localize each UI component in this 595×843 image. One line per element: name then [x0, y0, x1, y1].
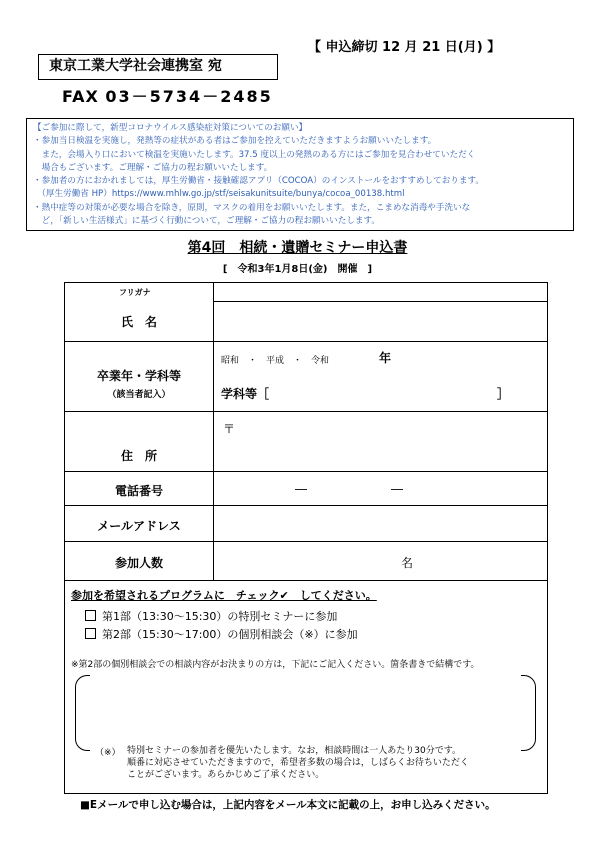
era-options[interactable]: 昭和 ・ 平成 ・ 令和	[221, 356, 330, 366]
notice-line: 場合もございます。ご理解・ご協力の程お願いいたします。	[33, 162, 273, 173]
furigana-divider	[213, 301, 547, 302]
address-input[interactable]	[215, 415, 545, 469]
footnote-line: ことがございます。あらかじめご了承ください。	[127, 770, 325, 780]
consultation-right-bracket	[521, 675, 536, 751]
notice-line: ・熱中症等の対策が必要な場合を除き，原則，マスクの着用をお願いいたします。また，こまめな消毒や手洗いな	[33, 202, 471, 213]
notice-line: また，会場入り口において検温を実施いたします。37.5 度以上の発熱のある方にはご参加を見合わせていただく	[33, 149, 476, 160]
email-submission-note: ■Eメールで申し込む場合は，上記内容をメール本文に記載の上，お申し込みください。	[80, 799, 496, 811]
department-input[interactable]	[275, 383, 495, 401]
graduation-label: 卒業年・学科等	[96, 369, 181, 383]
postal-mark: 〒	[223, 422, 236, 436]
department-close-bracket: ］	[497, 387, 510, 401]
name-label: 氏 名	[120, 315, 157, 329]
department-label: 学科等［	[221, 387, 270, 401]
year-suffix: 年	[379, 351, 392, 365]
phone-label: 電話番号	[114, 484, 163, 498]
consultation-left-bracket	[75, 675, 90, 751]
footnote-line: 順番に対応させていただきますので，希望者多数の場合は，しばらくお待ちいただく	[127, 758, 469, 768]
program-option-label: 第2部（15:30～17:00）の個別相談会（※）に参加	[102, 628, 358, 641]
row-divider	[65, 471, 547, 472]
covid-notice-box	[26, 118, 574, 231]
name-input[interactable]	[215, 303, 545, 339]
notice-line: ・参加当日検温を実施し，発熱等の症状がある者はご参加を控えていただきますようお願いいたします。	[33, 136, 437, 147]
row-divider	[65, 341, 547, 342]
consultation-input[interactable]	[95, 677, 515, 747]
column-divider	[213, 283, 214, 580]
furigana-input[interactable]	[215, 284, 545, 300]
row-divider	[65, 411, 547, 412]
destination-box: 東京工業大学社会連携室 宛	[38, 54, 278, 80]
address-label: 住 所	[120, 449, 157, 463]
program-option-1[interactable]	[85, 608, 337, 624]
application-form-table	[64, 282, 548, 794]
notice-line: （厚生労働省 HP）https://www.mhlw.go.jp/stf/seisakunitsuite/bunya/cocoa_00138.html	[33, 189, 405, 200]
program-2-checkbox[interactable]	[85, 628, 96, 639]
email-input[interactable]	[215, 507, 545, 539]
participant-count-label: 参加人数	[114, 556, 163, 570]
notice-line: ・参加者の方におかれましては，厚生労働省・接触確認アプリ（COCOA）のインストールをおすすめしております。	[33, 176, 484, 187]
program-1-checkbox[interactable]	[85, 610, 96, 621]
footnote-text	[127, 745, 469, 781]
participant-count-input[interactable]	[215, 543, 395, 578]
program-option-label: 第1部（13:30～15:30）の特別セミナーに参加	[102, 610, 338, 623]
footnote-line: 特別セミナーの参加者を優先いたします。なお，相談時間は一人あたり30分です。	[127, 746, 462, 756]
form-title: 第4回 相続・遺贈セミナー申込書	[187, 240, 408, 256]
graduation-sublabel: （該当者記入）	[107, 390, 171, 400]
row-divider	[65, 541, 547, 542]
phone-dash: ―	[391, 482, 403, 496]
program-option-2[interactable]	[85, 626, 358, 642]
email-label: メールアドレス	[97, 519, 181, 533]
notice-line: 【ご参加に際して，新型コロナウイルス感染症対策についてのお願い】	[33, 123, 308, 133]
row-divider	[65, 505, 547, 506]
event-date: [ 令和3年1月8日(金) 開催 ]	[222, 264, 373, 275]
fax-number: 03－5734－2485	[105, 87, 273, 106]
program-instruction: 参加を希望されるプログラムに チェック✔ してください。	[71, 589, 377, 602]
notice-line: ど，「新しい生活様式」に基づく行動について，ご理解・ご協力の程お願いいたします。	[33, 216, 381, 227]
phone-dash: ―	[295, 482, 307, 496]
phone-input[interactable]	[215, 473, 545, 503]
consultation-note: ※第2部の個別相談会での相談内容がお決まりの方は，下記にご記入ください。箇条書きで結構です。	[71, 660, 480, 670]
count-suffix: 名	[401, 556, 414, 570]
deadline-text: 【 申込締切 12 月 21 日(月) 】	[308, 40, 501, 55]
fax-line	[62, 84, 273, 107]
footnote-mark: （※）	[95, 748, 121, 758]
furigana-label: フリガナ	[119, 288, 151, 297]
row-divider	[65, 580, 547, 581]
fax-label: FAX	[62, 87, 99, 106]
